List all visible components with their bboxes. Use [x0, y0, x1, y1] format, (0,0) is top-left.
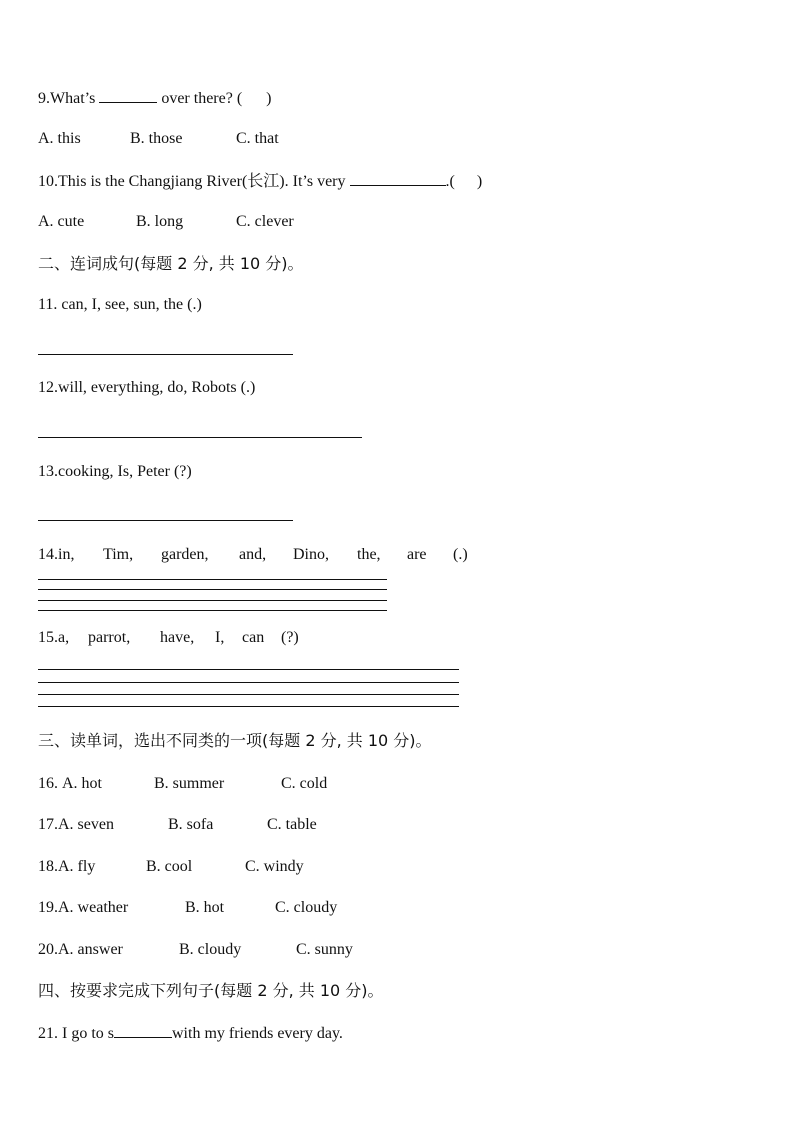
word: 15.a, — [38, 629, 70, 646]
word: Tim, — [103, 546, 134, 563]
answer-blank[interactable] — [99, 88, 157, 103]
question-10-stem-end: .( — [445, 173, 455, 190]
answer-line[interactable] — [38, 354, 293, 355]
option-c: C. cold — [281, 775, 328, 792]
option-c: C. cloudy — [275, 899, 338, 916]
writing-line[interactable] — [38, 706, 459, 707]
writing-line[interactable] — [38, 610, 387, 611]
option-c: C. that — [236, 130, 279, 147]
question-12: 12.will, everything, do, Robots (.) — [38, 379, 256, 396]
question-10-options — [38, 212, 294, 232]
word: parrot, — [88, 629, 131, 646]
option-b: B. long — [136, 213, 184, 230]
option-c: C. windy — [245, 858, 304, 875]
word: have, — [160, 629, 195, 646]
answer-line[interactable] — [38, 520, 293, 521]
writing-line[interactable] — [38, 694, 459, 695]
question-9-stem: 9.What’s — [38, 90, 100, 107]
option-a: A. this — [38, 130, 81, 147]
question-9-options — [38, 129, 279, 149]
section-2-heading: 二、连词成句(每题 2 分, 共 10 分)。 — [38, 254, 304, 273]
writing-line[interactable] — [38, 600, 387, 601]
option-a: A. cute — [38, 213, 85, 230]
question-9-stem-end: over there? ( — [157, 90, 243, 107]
option-c: C. table — [267, 816, 317, 833]
writing-line[interactable] — [38, 682, 459, 683]
question-10: 10.This is the Changjiang River(长江). It’s very .( ) — [38, 173, 483, 190]
word: garden, — [161, 546, 209, 563]
word: (.) — [453, 546, 468, 563]
word: 14.in, — [38, 546, 75, 563]
question-18: 18.A. fly B. cool C. windy — [38, 858, 304, 875]
writing-line[interactable] — [38, 589, 387, 590]
question-11: 11. can, I, see, sun, the (.) — [38, 296, 202, 313]
word: Dino, — [293, 546, 329, 563]
word: can — [242, 629, 265, 646]
question-16: 16. A. hot B. summer C. cold — [38, 775, 328, 792]
word: I, — [215, 629, 225, 646]
question-17: 17.A. seven B. sofa C. table — [38, 816, 317, 833]
question-21-stem: 21. I go to s — [38, 1025, 114, 1042]
word: and, — [239, 546, 267, 563]
question-21-stem-end: with my friends every day. — [172, 1025, 343, 1042]
option-c: C. clever — [236, 213, 294, 230]
question-20: 20.A. answer B. cloudy C. sunny — [38, 941, 353, 958]
answer-blank[interactable] — [114, 1023, 172, 1038]
option-b: B. cloudy — [179, 941, 242, 958]
option-b: B. those — [130, 130, 183, 147]
writing-line[interactable] — [38, 579, 387, 580]
question-21 — [38, 1023, 343, 1044]
question-15 — [38, 628, 299, 648]
option-a: A. seven — [58, 816, 114, 833]
answer-line[interactable] — [38, 437, 362, 438]
option-a: A. weather — [58, 899, 129, 916]
word: (?) — [281, 629, 299, 646]
word: are — [407, 546, 427, 563]
question-9: 9.What’s over there? ( ) — [38, 90, 272, 107]
word: the, — [357, 546, 381, 563]
writing-line[interactable] — [38, 669, 459, 670]
question-14 — [38, 545, 468, 565]
answer-blank[interactable] — [350, 171, 446, 186]
question-10-stem: 10.This is the Changjiang River(长江). It’s very — [38, 173, 350, 190]
option-b: B. summer — [154, 775, 225, 792]
option-b: B. hot — [185, 899, 225, 916]
option-b: B. sofa — [168, 816, 214, 833]
option-c: C. sunny — [296, 941, 353, 958]
option-a: A. fly — [58, 858, 96, 875]
section-3-heading: 三、读单词，选出不同类的一项(每题 2 分, 共 10 分)。 — [38, 731, 432, 750]
section-4-heading: 四、按要求完成下列句子(每题 2 分, 共 10 分)。 — [38, 981, 384, 1000]
option-b: B. cool — [146, 858, 193, 875]
option-a: A. answer — [58, 941, 123, 958]
option-a: A. hot — [62, 775, 102, 792]
question-13: 13.cooking, Is, Peter (?) — [38, 463, 192, 480]
question-19: 19.A. weather B. hot C. cloudy — [38, 899, 338, 916]
